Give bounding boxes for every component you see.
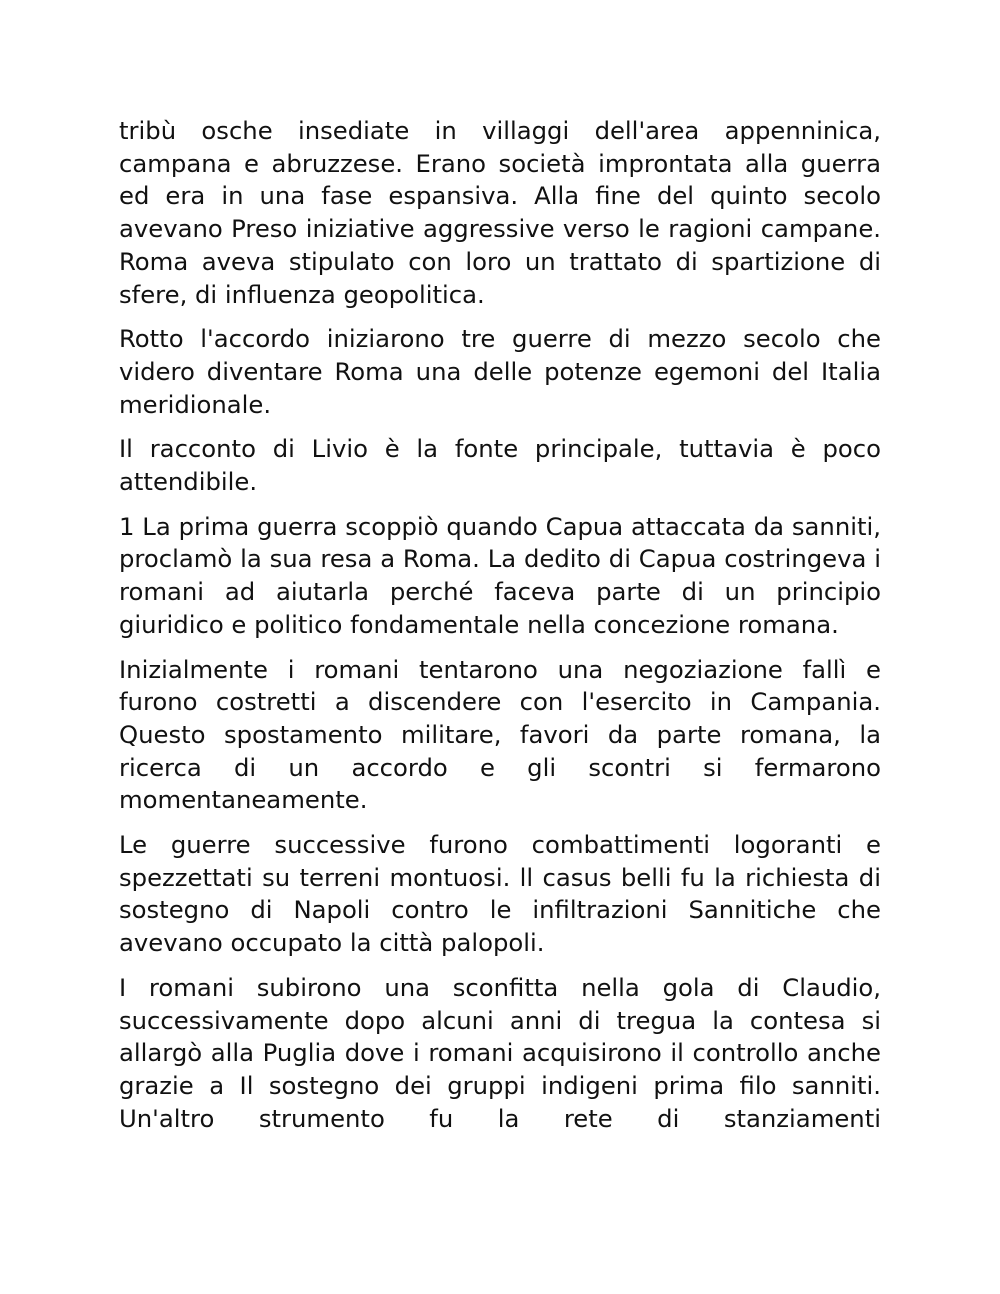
document-page xyxy=(119,115,881,1135)
paragraph-3: Il racconto di Livio è la fonte principale, tuttavia è poco attendibile. xyxy=(119,434,881,497)
paragraph-7: I romani subirono una sconfitta nella gola di Claudio, successivamente dopo alcuni anni di tregua la contesa si allargò alla Puglia dove i romani acquisirono il controllo anche grazie a Il sostegno dei gruppi indigeni prima filo sanniti. Un'altro strumento fu la rete di stanziamenti xyxy=(119,972,881,1133)
paragraph-4: 1 La prima guerra scoppiò quando Capua attaccata da sanniti, proclamò la sua resa a Roma. La dedito di Capua costringeva i romani ad aiutarla perché faceva parte di un principio giuridico e politico fondamentale nella concezione romana. xyxy=(119,511,881,639)
paragraph-6: Le guerre successive furono combattimenti logoranti e spezzettati su terreni montuosi. ll casus belli fu la richiesta di sostegno di Napoli contro le infiltrazioni Sannitiche che avevano occupato la città palopoli. xyxy=(119,830,881,958)
paragraph-5: Inizialmente i romani tentarono una negoziazione fallì e furono costretti a discendere con l'esercito in Campania. Questo spostamento militare, favori da parte romana, la ricerca di un accordo e gli scontri si fermarono momentaneamente. xyxy=(119,654,881,815)
paragraph-2: Rotto l'accordo iniziarono tre guerre di mezzo secolo che videro diventare Roma una delle potenze egemoni del Italia meridionale. xyxy=(119,324,881,419)
paragraph-1: tribù osche insediate in villaggi dell'area appenninica, campana e abruzzese. Erano società improntata alla guerra ed era in una fase espansiva. Alla fine del quinto secolo avevano Preso iniziative aggressive verso le ragioni campane. Roma aveva stipulato con loro un trattato di spartizione di sfere, di influenza geopolitica. xyxy=(119,116,881,309)
